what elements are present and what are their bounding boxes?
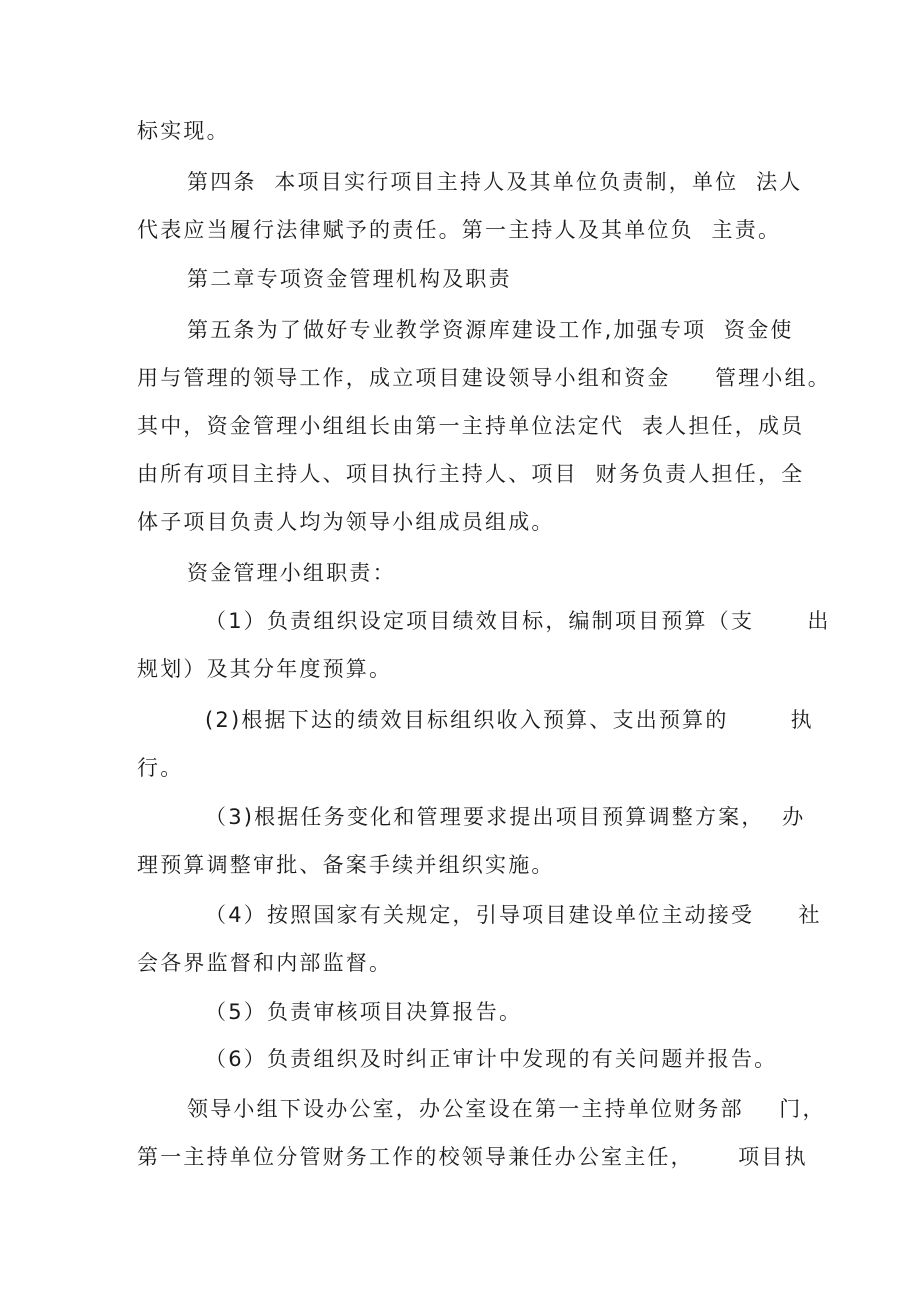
list-item: (2)根据下达的绩效目标组织收入预算、支出预算的 执 <box>205 708 814 732</box>
article-5-line: 第五条为了做好专业教学资源库建设工作,加强专项 资金使 <box>187 318 794 342</box>
list-item: （1）负责组织设定项目绩效目标，编制项目预算（支 出 <box>205 609 831 633</box>
list-item: （5）负责审核项目决算报告。 <box>205 1000 523 1024</box>
paragraph-line: 行。 <box>137 756 184 780</box>
paragraph-line: 第一主持单位分管财务工作的校领导兼任办公室主任， 项目执 <box>137 1145 808 1169</box>
paragraph-line: 领导小组下设办公室，办公室设在第一主持单位财务部 门， <box>187 1097 826 1121</box>
paragraph-line: 由所有项目主持人、项目执行主持人、项目 财务负责人担任，全 <box>137 462 805 486</box>
paragraph-line: 用与管理的领导工作，成立项目建设领导小组和资金 管理小组。 <box>137 366 831 390</box>
list-item: （3)根据任务变化和管理要求提出项目预算调整方案， 办 <box>205 805 806 829</box>
paragraph-line: 理预算调整审批、备案手续并组织实施。 <box>137 853 555 877</box>
list-item: （6）负责组织及时纠正审计中发现的有关问题并报告。 <box>205 1047 778 1071</box>
paragraph-line: 其中，资金管理小组组长由第一主持单位法定代 表人担任，成员 <box>137 414 805 438</box>
section-label: 资金管理小组职责： <box>187 561 396 585</box>
paragraph-line: 代表应当履行法律赋予的责任。第一主持人及其单位负 主责。 <box>137 218 782 242</box>
paragraph-line: 体子项目负责人均为领导小组成员组成。 <box>137 510 555 534</box>
article-4-line: 第四条 本项目实行项目主持人及其单位负责制，单位 法人 <box>187 170 803 194</box>
list-item: （4）按照国家有关规定，引导项目建设单位主动接受 社 <box>205 903 822 927</box>
paragraph-line: 会各界监督和内部监督。 <box>137 951 393 975</box>
paragraph-line: 标实现。 <box>137 119 230 143</box>
paragraph-line: 规划）及其分年度预算。 <box>137 657 393 681</box>
chapter-heading: 第二章专项资金管理机构及职责 <box>187 267 512 291</box>
